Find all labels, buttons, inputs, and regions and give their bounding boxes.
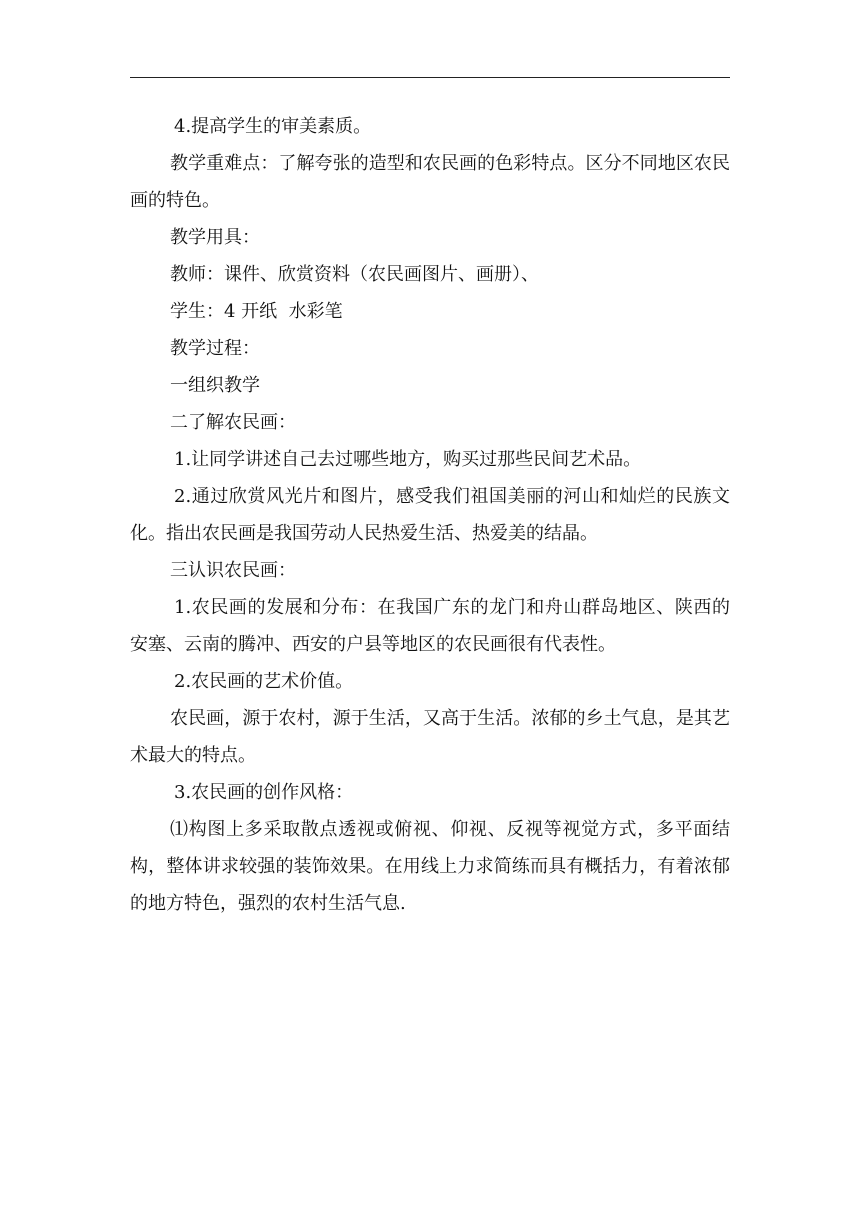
paragraph-goal-4: 4.提高学生的审美素质。 — [174, 116, 372, 137]
paragraph-art-value-desc: 农民画，源于农村，源于生活，又高于生活。浓郁的乡土气息，是其艺术最大的特点。 — [130, 708, 730, 766]
paragraph-art-value: 2.农民画的艺术价值。 — [174, 671, 354, 692]
paragraph-item-1: 1.让同学讲述自己去过哪些地方，购买过那些民间艺术品。 — [174, 449, 642, 470]
section-heading-understand: 二了解农民画： — [170, 412, 296, 433]
paragraph-teaching-process: 教学过程： — [170, 338, 260, 359]
paragraph-item-2: 2.通过欣赏风光片和图片，感受我们祖国美丽的河山和灿烂的民族文化。指出农民画是我国劳动人民热爱生活、热爱美的结晶。 — [130, 486, 730, 544]
paragraph-key-points: 教学重难点：了解夸张的造型和农民画的色彩特点。区分不同地区农民画的特色。 — [130, 153, 730, 211]
section-heading-recognize: 三认识农民画： — [170, 560, 296, 581]
document-body — [130, 108, 730, 922]
section-heading-organize: 一组织教学 — [170, 375, 260, 396]
paragraph-development: 1.农民画的发展和分布：在我国广东的龙门和舟山群岛地区、陕西的安塞、云南的腾冲、西安的户县等地区的农民画很有代表性。 — [130, 597, 730, 655]
paragraph-composition: ⑴构图上多采取散点透视或俯视、仰视、反视等视觉方式，多平面结构，整体讲求较强的装饰效果。在用线上力求简练而具有概括力，有着浓郁的地方特色，强烈的农村生活气息. — [130, 819, 730, 914]
paragraph-style-heading: 3.农民画的创作风格： — [174, 782, 354, 803]
paragraph-teaching-tools: 教学用具： — [170, 227, 260, 248]
paragraph-student-materials: 学生：4 开纸 水彩笔 — [170, 301, 343, 322]
paragraph-teacher-materials: 教师：课件、欣赏资料（农民画图片、画册）、 — [170, 264, 539, 285]
header-rule — [130, 77, 730, 78]
